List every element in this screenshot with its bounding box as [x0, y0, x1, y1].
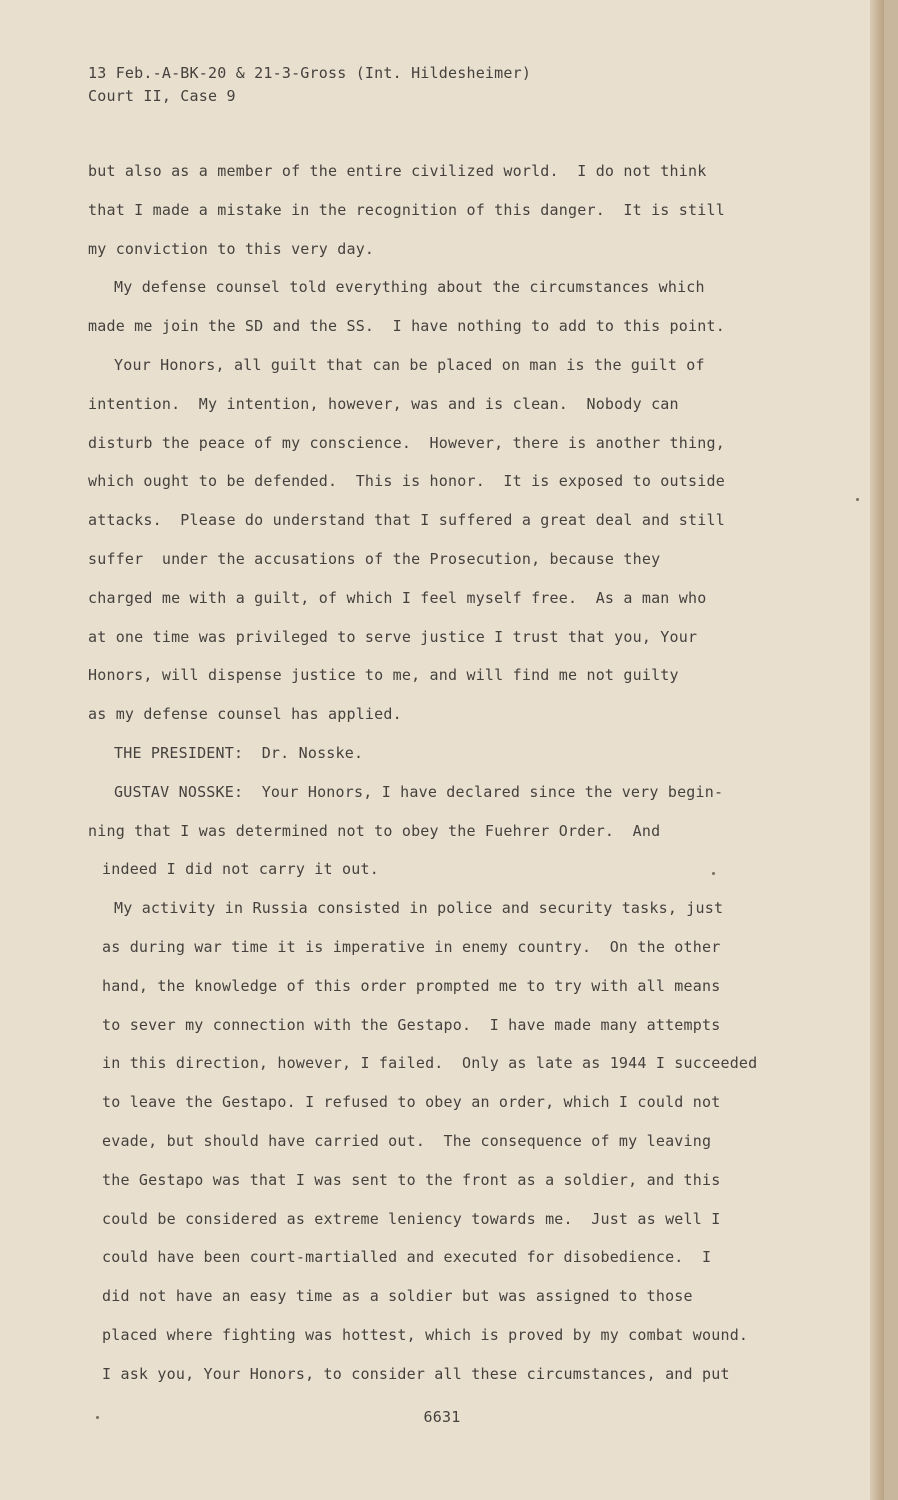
speaker-line-president: THE PRESIDENT: Dr. Nosske. — [114, 743, 364, 762]
text-line: but also as a member of the entire civilized world. I do not think — [88, 162, 707, 180]
header-court-case: Court II, Case 9 — [88, 87, 236, 105]
paper-speck — [712, 872, 715, 875]
text-line: as during war time it is imperative in enemy country. On the other — [102, 937, 721, 956]
text-line: I ask you, Your Honors, to consider all these circumstances, and put — [102, 1364, 730, 1383]
text-line: disturb the peace of my conscience. However, there is another thing, — [88, 433, 725, 452]
paper-speck — [96, 1416, 99, 1419]
text-line: indeed I did not carry it out. — [102, 860, 379, 879]
header-case-reference: 13 Feb.-A-BK-20 & 21-3-Gross (Int. Hildesheimer) — [88, 64, 532, 82]
text-line: hand, the knowledge of this order prompted me to try with all means — [102, 976, 721, 995]
document-header — [88, 62, 531, 108]
text-line: made me join the SD and the SS. I have nothing to add to this point. — [88, 317, 725, 336]
transcript-body — [88, 152, 778, 1394]
text-line: as my defense counsel has applied. — [88, 705, 402, 724]
text-line: my conviction to this very day. — [88, 239, 375, 258]
text-line: charged me with a guilt, of which I feel myself free. As a man who — [88, 588, 707, 607]
text-line: the Gestapo was that I was sent to the front as a soldier, and this — [102, 1170, 721, 1189]
text-line: in this direction, however, I failed. Only as late as 1944 I succeeded — [102, 1054, 758, 1073]
text-line: My activity in Russia consisted in police and security tasks, just — [114, 899, 724, 918]
text-line: did not have an easy time as a soldier but was assigned to those — [102, 1287, 693, 1306]
text-line: that I made a mistake in the recognition of this danger. It is still — [88, 200, 725, 219]
text-line: evade, but should have carried out. The consequence of my leaving — [102, 1131, 712, 1150]
text-line: could be considered as extreme leniency towards me. Just as well I — [102, 1209, 721, 1228]
speaker-line-nosske: GUSTAV NOSSKE: Your Honors, I have declared since the very begin- — [114, 782, 724, 801]
page-edge — [870, 0, 884, 1500]
text-line: Honors, will dispense justice to me, and will find me not guilty — [88, 666, 679, 685]
text-line: to leave the Gestapo. I refused to obey an order, which I could not — [102, 1093, 721, 1112]
text-line: suffer under the accusations of the Prosecution, because they — [88, 549, 661, 568]
text-line: My defense counsel told everything about the circumstances which — [114, 278, 705, 297]
text-line: which ought to be defended. This is honor. It is exposed to outside — [88, 472, 725, 491]
text-line: attacks. Please do understand that I suffered a great deal and still — [88, 511, 725, 530]
text-line: ning that I was determined not to obey the Fuehrer Order. And — [88, 821, 661, 840]
text-line: Your Honors, all guilt that can be placed on man is the guilt of — [114, 355, 705, 374]
paper-speck — [856, 498, 859, 501]
text-line: placed where fighting was hottest, which is proved by my combat wound. — [102, 1325, 749, 1344]
text-line: intention. My intention, however, was and is clean. Nobody can — [88, 394, 679, 413]
text-line: to sever my connection with the Gestapo. I have made many attempts — [102, 1015, 721, 1034]
page-number: 6631 — [423, 1408, 461, 1426]
text-line: at one time was privileged to serve justice I trust that you, Your — [88, 627, 698, 646]
text-line: could have been court-martialled and executed for disobedience. I — [102, 1248, 712, 1267]
